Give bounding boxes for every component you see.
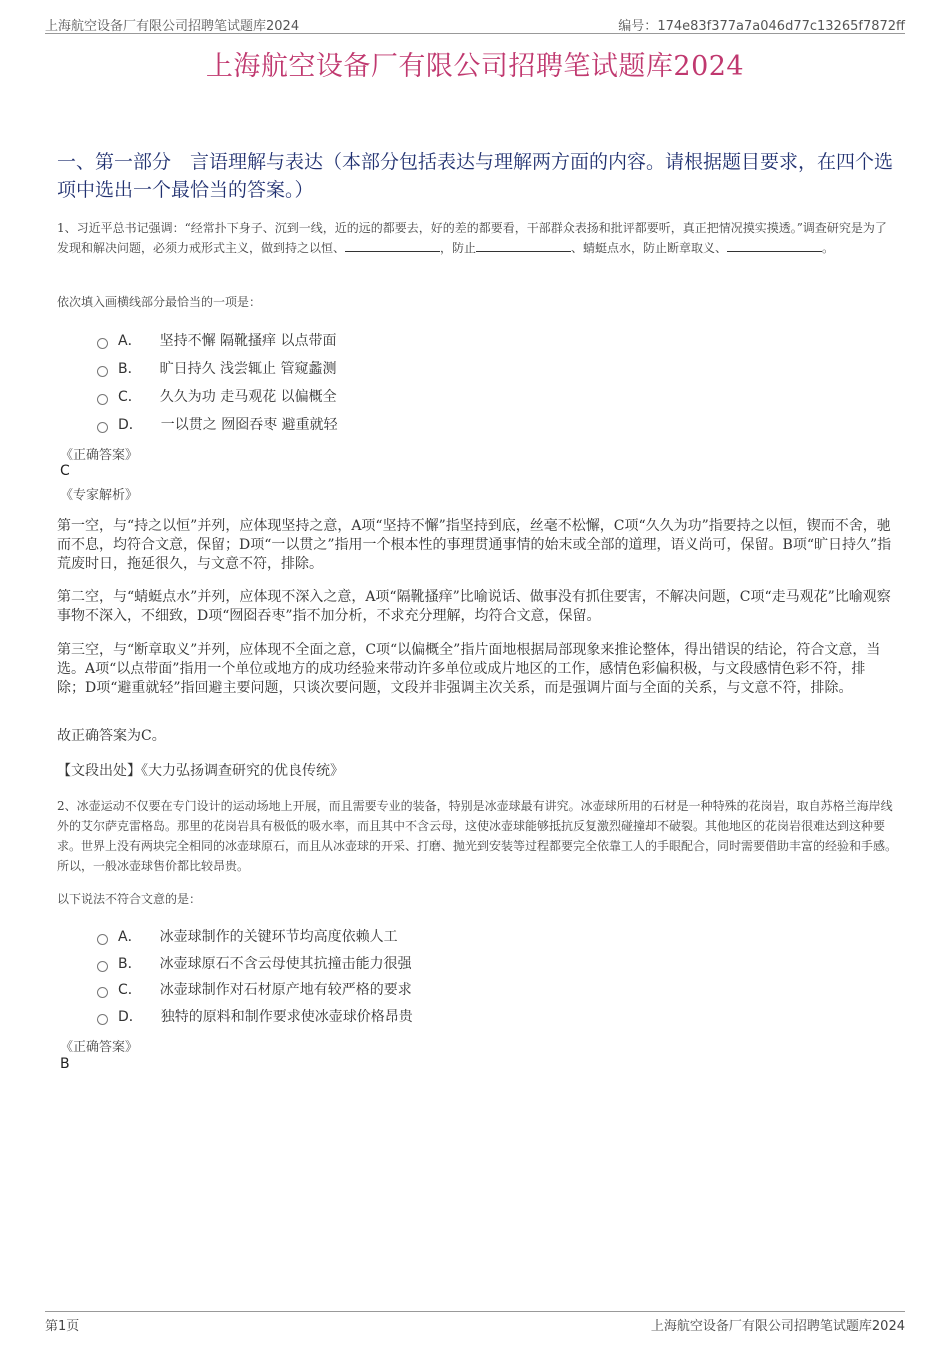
q1-answer: C <box>60 463 70 479</box>
q2-answer-label: 《正确答案》 <box>60 1040 139 1055</box>
option-text: 一以贯之 囫囵吞枣 避重就轻 <box>160 417 338 433</box>
analysis-conclusion: 故正确答案为C。 <box>57 728 166 744</box>
option-letter: B． <box>118 361 142 377</box>
option-letter: C． <box>118 982 142 998</box>
radio-button-icon[interactable] <box>97 934 108 945</box>
option-letter: A． <box>118 333 142 349</box>
q1-text-c: 、蜻蜓点水，防止断章取义、 <box>571 241 728 255</box>
option-text: 旷日持久 浅尝辄止 管窥蠡测 <box>159 361 337 377</box>
option-text: 冰壶球制作的关键环节均高度依赖人工 <box>159 929 398 945</box>
radio-button-icon[interactable] <box>97 961 108 972</box>
option-letter: C． <box>118 389 142 405</box>
q1-analysis-label: 《专家解析》 <box>60 488 139 503</box>
blank-1 <box>345 239 440 252</box>
option-letter: B． <box>118 956 142 972</box>
option-text: 冰壶球原石不含云母使其抗撞击能力很强 <box>159 956 412 972</box>
page-header <box>45 14 905 34</box>
question-1-prompt: 依次填入画横线部分最恰当的一项是： <box>57 295 262 309</box>
analysis-paragraph-2: 第二空，与“蜻蜓点水”并列，应体现不深入之意，A项“隔靴搔痒”比喻说话、做事没有抓住要害，不解决问题，C项“走马观花”比喻观察事物不深入，不细致，D项“囫囵吞枣”指不加分析，不求充分理解，均符合文意，保留。 <box>57 589 891 624</box>
page-title: 上海航空设备厂有限公司招聘笔试题库2024 <box>205 51 745 82</box>
header-doc-title: 上海航空设备厂有限公司招聘笔试题库2024 <box>45 19 300 34</box>
analysis-paragraph-1: 第一空，与“持之以恒”并列，应体现坚持之意，A项“坚持不懈”指坚持到底，丝毫不松懈，C项“久久为功”指要持之以恒，锲而不舍，驰而不息，均符合文意，保留；D项“一以贯之”指用一个根本性的事理贯通事情的始末或全部的道理，语义尚可，保留。B项“旷日持久”指荒废时日，拖延很久，与文意不符，排除。 <box>57 518 892 572</box>
option-text: 坚持不懈 隔靴搔痒 以点带面 <box>159 333 337 349</box>
radio-button-icon[interactable] <box>97 394 108 405</box>
q1-option-d[interactable] <box>97 414 338 436</box>
q2-option-b[interactable] <box>97 953 412 975</box>
q1-text-d: 。 <box>822 241 835 255</box>
q2-option-a[interactable] <box>97 926 398 948</box>
analysis-paragraph-3: 第三空，与“断章取义”并列，应体现不全面之意，C项“以偏概全”指片面地根据局部现象来推论整体，得出错误的结论，符合文意，当选。A项“以点带面”指用一个单位或地方的成功经验来带动许多单位或成片地区的工作，感情色彩偏积极，与文段感情色彩不符，排除；D项“避重就轻”指回避主要问题，只谈次要问题，文段并非强调主次关系，而是强调片面与全面的关系，与文意不符，排除。 <box>57 642 881 696</box>
q1-option-c[interactable] <box>97 386 337 408</box>
q1-answer-label: 《正确答案》 <box>60 448 139 463</box>
header-doc-code <box>618 15 905 34</box>
q2-answer: B <box>60 1056 70 1072</box>
question-2-stem: 2、冰壶运动不仅要在专门设计的运动场地上开展，而且需要专业的装备，特别是冰壶球最有讲究。冰壶球所用的石材是一种特殊的花岗岩，取自苏格兰海岸线外的艾尔萨克雷格岛。那里的花岗岩具有极低的吸水率，而且其中不含云母，这使冰壶球能够抵抗反复激烈碰撞却不破裂。其他地区的花岗岩很难达到这种要求。世界上没有两块完全相同的冰壶球原石，而且从冰壶球的开采、打磨、抛光到安装等过程都要完全依靠工人的手眼配合，同时需要借助丰富的经验和手感。所以，一般冰壶球售价都比较昂贵。 <box>57 799 898 873</box>
option-letter: D． <box>118 417 143 433</box>
q2-option-d[interactable] <box>97 1006 413 1028</box>
question-1-stem <box>57 218 897 258</box>
blank-2 <box>476 239 571 252</box>
radio-button-icon[interactable] <box>97 422 108 433</box>
option-text: 独特的原料和制作要求使冰壶球价格昂贵 <box>160 1009 413 1025</box>
q1-option-a[interactable] <box>97 330 336 352</box>
option-text: 久久为功 走马观花 以偏概全 <box>159 389 337 405</box>
q2-option-c[interactable] <box>97 979 412 1001</box>
q1-option-b[interactable] <box>97 358 337 380</box>
page-footer <box>45 1311 905 1332</box>
q1-text-b: ，防止 <box>440 241 477 255</box>
section-heading: 一、第一部分 言语理解与表达（本部分包括表达与理解两方面的内容。请根据题目要求，在四个选项中选出一个最恰当的答案。） <box>57 151 894 201</box>
q1-text-a: 1、习近平总书记强调：“经常扑下身子、沉到一线，近的远的都要去，好的差的都要看，干部群众表扬和批评都要听，真正把情况摸实摸透。”调查研究是为了发现和解决问题，必须力戒形式主义，做到持之以恒、 <box>57 221 887 255</box>
radio-button-icon[interactable] <box>97 987 108 998</box>
header-code-label: 编号： <box>618 19 658 34</box>
radio-button-icon[interactable] <box>97 338 108 349</box>
radio-button-icon[interactable] <box>97 1014 108 1025</box>
source-citation: 【文段出处】《大力弘扬调查研究的优良传统》 <box>57 763 344 779</box>
footer-doc-title: 上海航空设备厂有限公司招聘笔试题库2024 <box>650 1319 905 1334</box>
header-code-value: 174e83f377a7a046d77c13265f7872ff <box>657 19 905 34</box>
question-2-prompt: 以下说法不符合文意的是： <box>57 892 202 906</box>
option-letter: A． <box>118 929 142 945</box>
option-letter: D． <box>118 1009 143 1025</box>
blank-3 <box>727 239 822 252</box>
option-text: 冰壶球制作对石材原产地有较严格的要求 <box>159 982 412 998</box>
radio-button-icon[interactable] <box>97 366 108 377</box>
page-number: 第1页 <box>45 1319 80 1334</box>
